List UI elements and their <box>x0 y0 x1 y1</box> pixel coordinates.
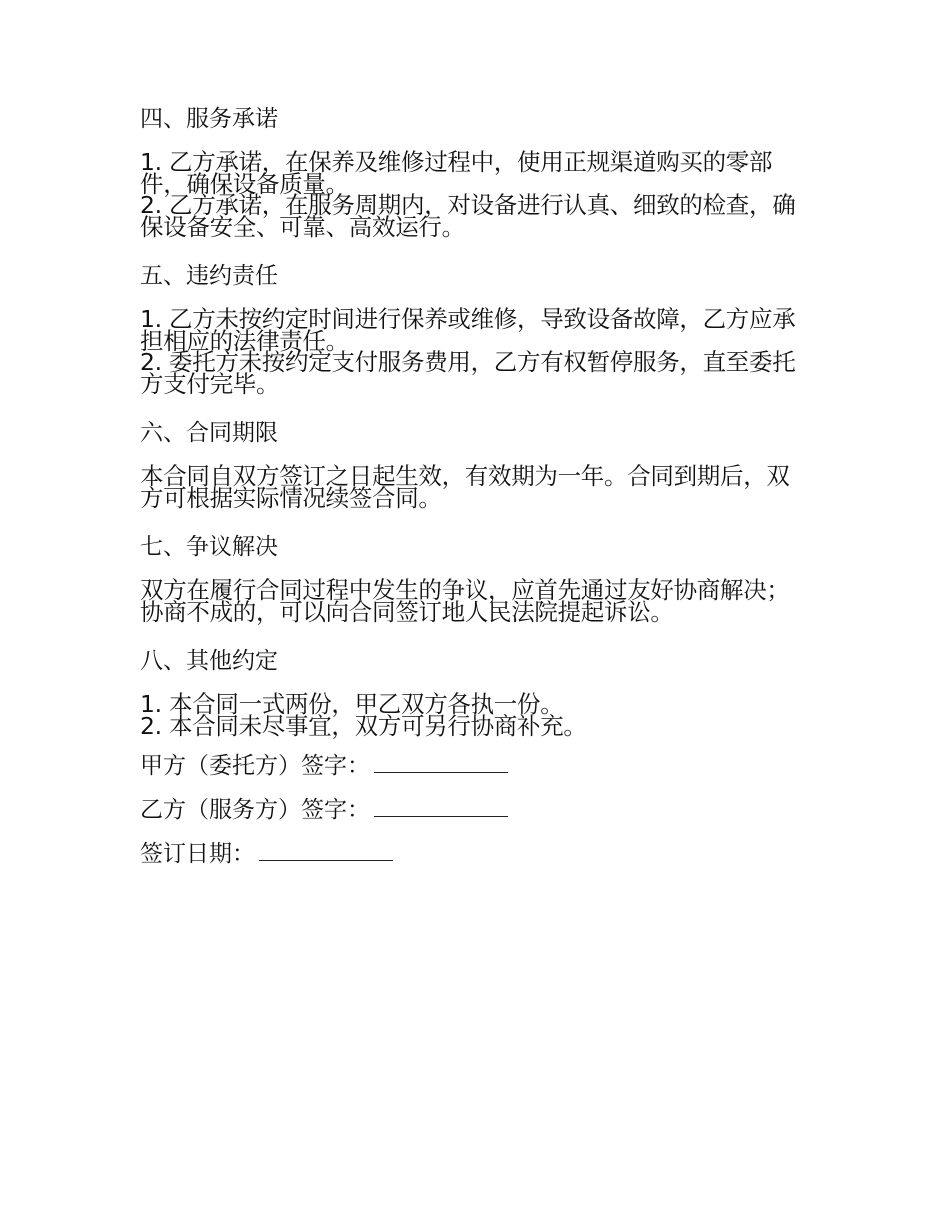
signing-date-line <box>140 839 805 869</box>
party-b-signature-line <box>140 795 805 825</box>
section-body <box>140 462 805 512</box>
document-page <box>140 104 805 883</box>
section-body <box>140 576 805 626</box>
section-heading: 七、争议解决 <box>140 534 278 560</box>
section-service-commitment <box>140 104 805 241</box>
section-liability <box>140 261 805 398</box>
section-heading: 五、违约责任 <box>140 263 278 289</box>
section-heading: 四、服务承诺 <box>140 106 278 132</box>
section-body <box>140 148 805 241</box>
section-heading: 六、合同期限 <box>140 420 278 446</box>
section-dispute-resolution <box>140 532 805 626</box>
paragraph: 2. 乙方承诺，在服务周期内，对设备进行认真、细致的检查，确保设备安全、可靠、高效运行。 <box>140 191 796 241</box>
paragraph: 1. 本合同一式两份，甲乙双方各执一份。 <box>140 690 564 718</box>
party-b-signature-label: 乙方（服务方）签字： <box>140 797 370 823</box>
section-heading: 八、其他约定 <box>140 648 278 674</box>
paragraph: 双方在履行合同过程中发生的争议，应首先通过友好协商解决；协商不成的，可以向合同签订地人民法院提起诉讼。 <box>140 576 790 626</box>
party-b-signature-blank[interactable] <box>374 796 508 817</box>
paragraph: 2. 委托方未按约定支付服务费用，乙方有权暂停服务，直至委托方支付完毕。 <box>140 348 796 398</box>
party-a-signature-line <box>140 751 805 781</box>
paragraph: 1. 乙方未按约定时间进行保养或维修，导致设备故障，乙方应承担相应的法律责任。 <box>140 305 796 355</box>
paragraph: 本合同自双方签订之日起生效，有效期为一年。合同到期后，双方可根据实际情况续签合同。 <box>140 462 790 512</box>
signing-date-blank[interactable] <box>259 840 393 861</box>
section-other-terms <box>140 646 805 740</box>
signature-block <box>140 751 805 869</box>
section-body <box>140 305 805 398</box>
party-a-signature-label: 甲方（委托方）签字： <box>140 753 370 779</box>
section-contract-term <box>140 418 805 512</box>
paragraph: 2. 本合同未尽事宜，双方可另行协商补充。 <box>140 711 587 740</box>
section-body <box>140 690 805 740</box>
signing-date-label: 签订日期： <box>140 841 255 867</box>
paragraph: 1. 乙方承诺，在保养及维修过程中，使用正规渠道购买的零部件，确保设备质量。 <box>140 148 773 198</box>
party-a-signature-blank[interactable] <box>374 752 508 773</box>
